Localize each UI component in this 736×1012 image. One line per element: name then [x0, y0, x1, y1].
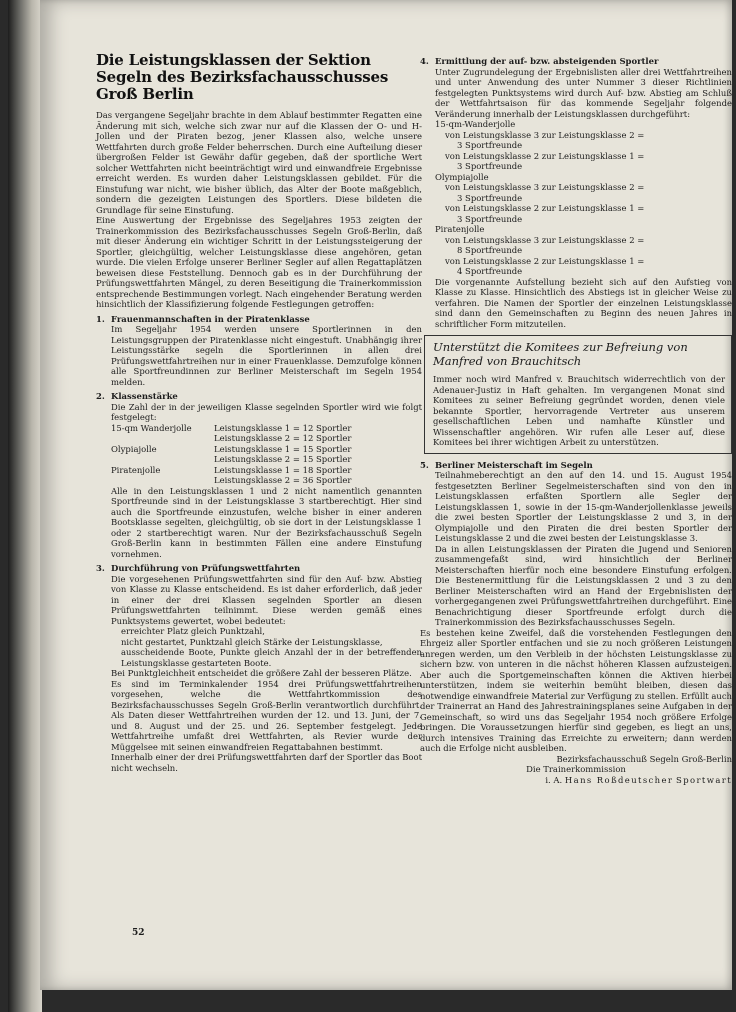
section-5: [420, 460, 732, 628]
signature-name: Hans Roßdeutscher: [564, 774, 674, 785]
section-body: Bei Punktgleichheit entscheidet die größere Zahl der besseren Plätze.: [111, 668, 412, 678]
appeal-box: [424, 335, 732, 454]
class-strength: Leistungsklasse 1 = 12 Sportler: [214, 422, 352, 433]
appeal-title: Unterstützt die Komitees zur Befreiung von Manfred von Brauchitsch: [433, 340, 688, 368]
section-number: 5.: [420, 459, 429, 470]
left-column: [96, 50, 422, 773]
boat-class: [111, 433, 214, 444]
signature-prefix: i. A.: [545, 774, 563, 785]
signature-role: Sportwart: [676, 774, 732, 785]
right-column: [420, 56, 732, 785]
section-3: [96, 563, 422, 773]
boat-class: [111, 454, 214, 465]
section-heading: Berliner Meisterschaft im Segeln: [435, 459, 593, 470]
section-heading: Klassenstärke: [111, 391, 178, 401]
closing-paragraph: Es bestehen keine Zweifel, daß die vorstehenden Festlegungen den Ehrgeiz aller Sportler entfachen und sie zu noch größeren Leistungen anregen werden, um den Verbleib in der höchsten Leistungsklasse zu sichern bzw. von unteren in die nächst höheren Klassen aufzusteigen. Aber auch die Sportgemeinschaften können die Aktiven hierbei unterstützen, indem sie weiterhin bemüht bleiben, diesen das notwendige einwandfreie Material zur Verfügung zu stellen. Erfüllt auch der Trainerrat an Hand des Jahrestrainingsplanes seine Aufgaben in der Gemeinschaft, so wird uns das Segeljahr 1954 noch größere Erfolge bringen. Die Voraussetzungen hierfür sind gegeben, es liegt an uns, durch intensives Training das Erreichte zu erweitern; dann werden auch die Erfolge nicht ausbleiben.: [420, 627, 732, 753]
signature-org: Bezirksfachausschuß Segeln Groß-Berlin: [556, 753, 732, 764]
boat-class: [111, 475, 214, 486]
class-strength-table: [111, 423, 422, 486]
section-1: [96, 314, 422, 388]
intro-paragraph-2: Eine Auswertung der Ergebnisse des Segeljahres 1953 zeigten der Trainerkommission des Bezirksfachausschusses Segeln Groß-Berlin, daß mit dieser Änderung ein wichtiger Schritt in der Leistungssteigerung der Sportler, gleichgültig, welcher Leistungsklasse diese angehören, getan wurde. Die vielen Erfolge unserer Berliner Segler auf allen Regattaplätzen beweisen diese Feststellung. Dennoch gab es in der Durchführung der Prüfungswettfahrten Mängel, zu deren Beseitigung die Trainerkommission entsprechende Bestimmungen vorlegt. Nach eingehender Beratung werden hinsichtlich der Klassifizierung folgende Festlegungen getroffen:: [96, 215, 422, 309]
promotion-group: [435, 224, 732, 277]
section-body: Teilnahmeberechtigt an den auf den 14. und 15. August 1954 festgesetzten Berliner Segelmeisterschaften sind von den in Leistungsklassen erfaßten Sportlern alle Segler der Leistungsklassen 1, sowie in der 15-qm-Wanderjollenklasse jeweils die zwei besten Sportler der Leistungsklasse 2 und 3, in der Olympiajolle und den Piraten die drei besten Sportler der Leistungsklasse 2 und die zwei besten der Leistungsklasse 3.: [435, 470, 732, 543]
page-number: 52: [132, 928, 145, 938]
promotion-count: 3 Sportfreunde: [457, 192, 523, 203]
promotion-count: 3 Sportfreunde: [457, 161, 523, 171]
section-4: [420, 56, 732, 329]
section-body: Innerhalb einer der drei Prüfungswettfahrten darf der Sportler das Boot nicht wechseln.: [111, 752, 422, 773]
promotion-line: von Leistungsklasse 2 zur Leistungsklasse 1 =: [445, 203, 645, 213]
appeal-body: Immer noch wird Manfred v. Brauchitsch widerrechtlich von der Adenauer-Justiz in Haft gehalten. Im vergangenen Monat sind Komitees zu seiner Befreiung gegründet worden, denen viele bekannte Sportler, hervorragende Vertreter aus unserem gesellschaftlichen Leben und namhafte Künstler und Wissenschaftler angehören. Wir rufen alle Leser auf, diese Komitees bei ihrer wichtigen Arbeit zu unterstützen.: [433, 374, 725, 447]
book-binding: [8, 0, 42, 1012]
section-heading: Ermittlung der auf- bzw. absteigenden Sportler: [435, 56, 659, 66]
section-body: Die vorgesehenen Prüfungswettfahrten sind für den Auf- bzw. Abstieg von Klasse zu Klasse entscheidend. Es ist daher erforderlich, daß jeder in einer der drei Klassen segelnden Sportler an diesen Prüfungswettfahrten teilnimmt. Diese werden gemäß eines Punktsystems gewertet, wobei bedeutet:: [111, 573, 422, 626]
promotion-count: 8 Sportfreunde: [457, 245, 523, 255]
section-body: Es sind im Terminkalender 1954 drei Prüfungswettfahrtreihen vorgesehen, welche die Wettfahrtkommission des Bezirksfachausschusses Segeln Groß-Berlin verantwortlich durchführt. Als Daten dieser Wettfahrtreihen wurden der 12. und 13. Juni, der 7. und 8. August und der 25. und 26. September festgelegt. Jede Wettfahrtreihe umfaßt drei Wettfahrten, als Revier wurde der Müggelsee mit seinen einwandfreien Regattabahnen bestimmt.: [111, 678, 422, 752]
boat-class: Olypiajolle: [111, 443, 157, 454]
promotion-count: 3 Sportfreunde: [457, 213, 523, 224]
section-body: Da in allen Leistungsklassen der Piraten die Jugend und Senioren zusammengefaßt sind, wird hinsichtlich der Berliner Meisterschaften hierfür noch eine besondere Einstufung erfolgen. Die Bestenermittlung für die Leistungsklassen 2 und 3 zu den Berliner Meisterschaften wird an Hand der Ergebnislisten der vorhergegangenen zwei Prüfungswettfahrtreihen durchgeführt. Eine Benachrichtigung dieser Sportfreunde erfolgt durch die Trainerkommission des Bezirksfachausschusses Segeln.: [435, 543, 732, 627]
boat-class: Olympiajolle: [435, 171, 489, 182]
class-strength: Leistungsklasse 2 = 12 Sportler: [214, 433, 352, 443]
promotion-count: 3 Sportfreunde: [457, 140, 523, 150]
promotion-line: von Leistungsklasse 3 zur Leistungsklasse 2 =: [445, 182, 645, 192]
class-strength: Leistungsklasse 1 = 15 Sportler: [214, 443, 352, 454]
promotion-group: [435, 119, 732, 172]
section-body: Alle in den Leistungsklassen 1 und 2 nicht namentlich genannten Sportfreunde sind in der Leistungsklasse 3 startberechtigt. Hier sind auch die Sportfreunde einzustufen, welche bisher in einer anderen Bootsklasse segelten, gleichgültig, ob sie dort in der Leistungsklasse 1 oder 2 startberechtigt waren. Nur der Bezirksfachausschuß Segeln Groß-Berlin kann in bestimmten Fällen eine andere Einstufung vornehmen.: [111, 485, 422, 559]
section-heading: Durchführung von Prüfungswettfahrten: [111, 563, 301, 573]
boat-class: 15-qm-Wanderjolle: [435, 119, 516, 129]
promotion-line: von Leistungsklasse 2 zur Leistungsklasse 1 =: [445, 150, 645, 161]
section-number: 4.: [420, 56, 429, 66]
boat-class: 15-qm Wanderjolle: [111, 422, 192, 433]
section-body: Die Zahl der in der jeweiligen Klasse segelnden Sportler wird wie folgt festgelegt:: [111, 401, 422, 422]
signature-unit: Die Trainerkommission: [526, 764, 626, 774]
signature-line: [420, 775, 732, 786]
section-number: 1.: [96, 313, 105, 324]
class-strength: Leistungsklasse 1 = 18 Sportler: [214, 464, 352, 475]
section-body: Unter Zugrundelegung der Ergebnislisten aller drei Wettfahrtreihen und unter Anwendung des unter Nummer 3 dieser Richtlinien festgelegten Punktsystems wird durch Auf- bzw. Abstieg am Schluß der Wettfahrtsaison für das kommende Segeljahr folgende Veränderung innerhalb der Leistungsklassen durchgeführt:: [435, 66, 732, 119]
section-number: 2.: [96, 391, 105, 401]
point-rule: nicht gestartet, Punktzahl gleich Stärke der Leistungsklasse,: [121, 636, 383, 647]
section-number: 3.: [96, 563, 105, 573]
class-strength: Leistungsklasse 2 = 36 Sportler: [214, 475, 352, 485]
promotion-line: von Leistungsklasse 2 zur Leistungsklasse 1 =: [445, 255, 645, 266]
boat-class: Piratenjolle: [111, 464, 161, 475]
section-body: Im Segeljahr 1954 werden unsere Sportlerinnen in den Leistungsgruppen der Piratenklasse nicht eingestuft. Unabhängig ihrer Leistungsstärke segeln die Sportlerinnen in allen drei Prüfungswettfahrtreihen nur in einer Frauenklasse. Demzufolge können alle Sportfreundinnen zur Berliner Meisterschaft im Segeln 1954 melden.: [111, 324, 422, 387]
section-2: [96, 391, 422, 559]
promotion-group: [435, 172, 732, 225]
promotion-line: von Leistungsklasse 3 zur Leistungsklasse 2 =: [445, 234, 645, 245]
intro-paragraph-1: Das vergangene Segeljahr brachte in dem Ablauf bestimmter Regatten eine Änderung mit sich, welche sich zwar nur auf die Klassen der O- und H-Jollen und der Piraten bezog, jener Klassen also, welche unsere Wettfahrten durch große Felder beherrschen. Durch eine Aufteilung dieser übergroßen Felder ist Gewähr dafür gegeben, daß der sportliche Wert solcher Wettfahrten nicht beeinträchtigt wird und einwandfreie Ergebnisse erreicht werden. Es wurden daher Leistungsklassen gebildet. Für die Einstufung war nicht, wie bisher üblich, das Alter der Boote maßgeblich, sondern die gezeigten Leistungen des Sportlers. Diese bildeten die Grundlage für seine Einstufung.: [96, 110, 422, 215]
promotion-count: 4 Sportfreunde: [457, 266, 523, 276]
article-title: Die Leistungsklassen der Sektion Segeln des Bezirksfachausschusses Groß Berlin: [96, 51, 389, 103]
section-body: Die vorgenannte Aufstellung bezieht sich auf den Aufstieg von Klasse zu Klasse. Hinsichtlich des Abstiegs ist in gleicher Weise zu verfahren. Die Namen der Sportler der einzelnen Leistungsklasse sind dann den Gemeinschaften zu Beginn des neuen Jahres in schriftlicher Form mitzuteilen.: [435, 276, 732, 329]
class-strength: Leistungsklasse 2 = 15 Sportler: [214, 454, 352, 464]
section-heading: Frauenmannschaften in der Piratenklasse: [111, 313, 310, 324]
point-rule: ausscheidende Boote, Punkte gleich Anzahl der in der betreffenden Leistungsklasse gestarteten Boote.: [121, 647, 422, 668]
boat-class: Piratenjolle: [435, 224, 485, 234]
promotion-line: von Leistungsklasse 3 zur Leistungsklasse 2 =: [445, 129, 645, 140]
point-rule: erreichter Platz gleich Punktzahl,: [121, 626, 265, 636]
